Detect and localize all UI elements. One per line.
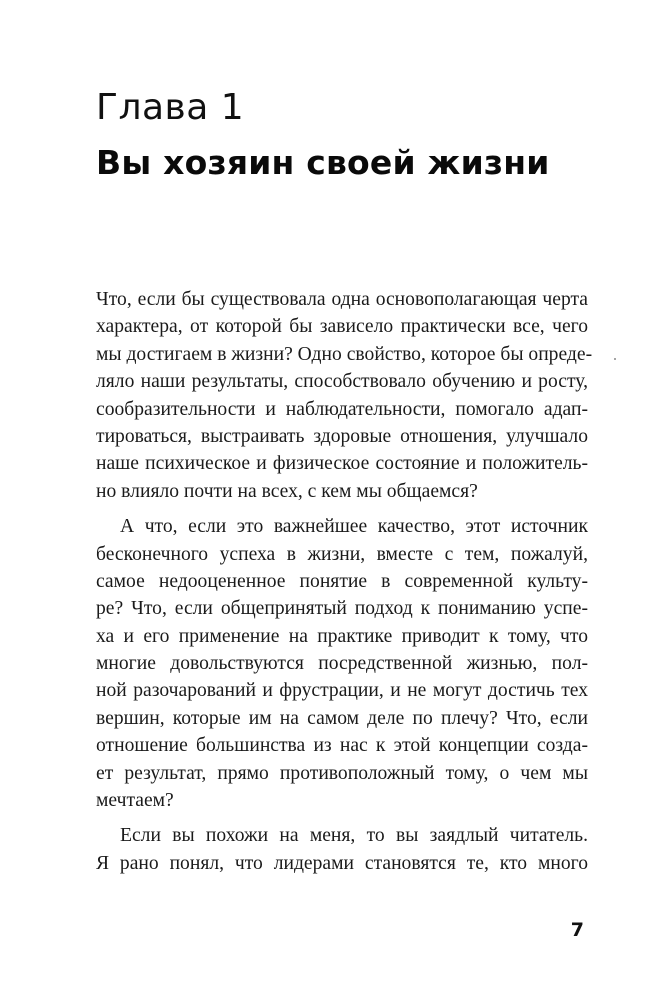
text-line: многие довольствуются посредственной жизнью, пол-: [96, 653, 588, 675]
text-line: А что, если это важнейшее качество, этот источник: [120, 516, 588, 538]
text-line: вершин, которые им на самом деле по плечу? Что, если: [96, 707, 588, 729]
text-line: но влияло почти на всех, с кем мы общаемся?: [96, 480, 478, 502]
text-line: ляло наши результаты, способствовало обучению и росту,: [96, 371, 588, 393]
text-line: Что, если бы существовала одна основополагающая черта: [96, 289, 588, 310]
paragraph-1: [96, 286, 593, 505]
text-line: бесконечного успеха в жизни, вместе с тем, пожалуй,: [96, 543, 588, 565]
paragraph-2: [96, 513, 588, 814]
scan-speck: [614, 358, 616, 360]
text-line: характера, от которой бы зависело практически все, чего: [96, 316, 588, 338]
text-line: Если вы похожи на меня, то вы заядлый читатель.: [120, 825, 588, 847]
chapter-label: Глава 1: [96, 87, 245, 128]
text-line: самое недооцененное понятие в современной культу-: [96, 570, 588, 592]
text-line: мы достигаем в жизни? Одно свойство, которое бы опреде-: [96, 343, 593, 365]
chapter-title: Вы хозяин своей жизни: [96, 143, 550, 182]
text-line: ха и его применение на практике приводит к тому, что: [96, 625, 588, 647]
text-line: ной разочарований и фрустрации, и не могут достичь тех: [96, 680, 588, 702]
chapter-body: [96, 286, 593, 885]
text-line: ет результат, прямо противоположный тому, о чем мы: [96, 762, 588, 784]
text-line: тироваться, выстраивать здоровые отношения, улучшало: [96, 425, 588, 447]
paragraph-3: [96, 822, 588, 877]
text-line: сообразительности и наблюдательности, помогало адап-: [96, 398, 588, 420]
text-line: мечтаем?: [96, 790, 174, 812]
text-line: ре? Что, если общепринятый подход к пониманию успе-: [96, 598, 588, 620]
text-line: наше психическое и физическое состояние и положитель-: [96, 453, 588, 475]
text-line: отношение большинства из нас к этой концепции созда-: [96, 735, 588, 757]
text-line: Я рано понял, что лидерами становятся те, кто много: [96, 852, 588, 874]
page-number: 7: [570, 919, 584, 941]
